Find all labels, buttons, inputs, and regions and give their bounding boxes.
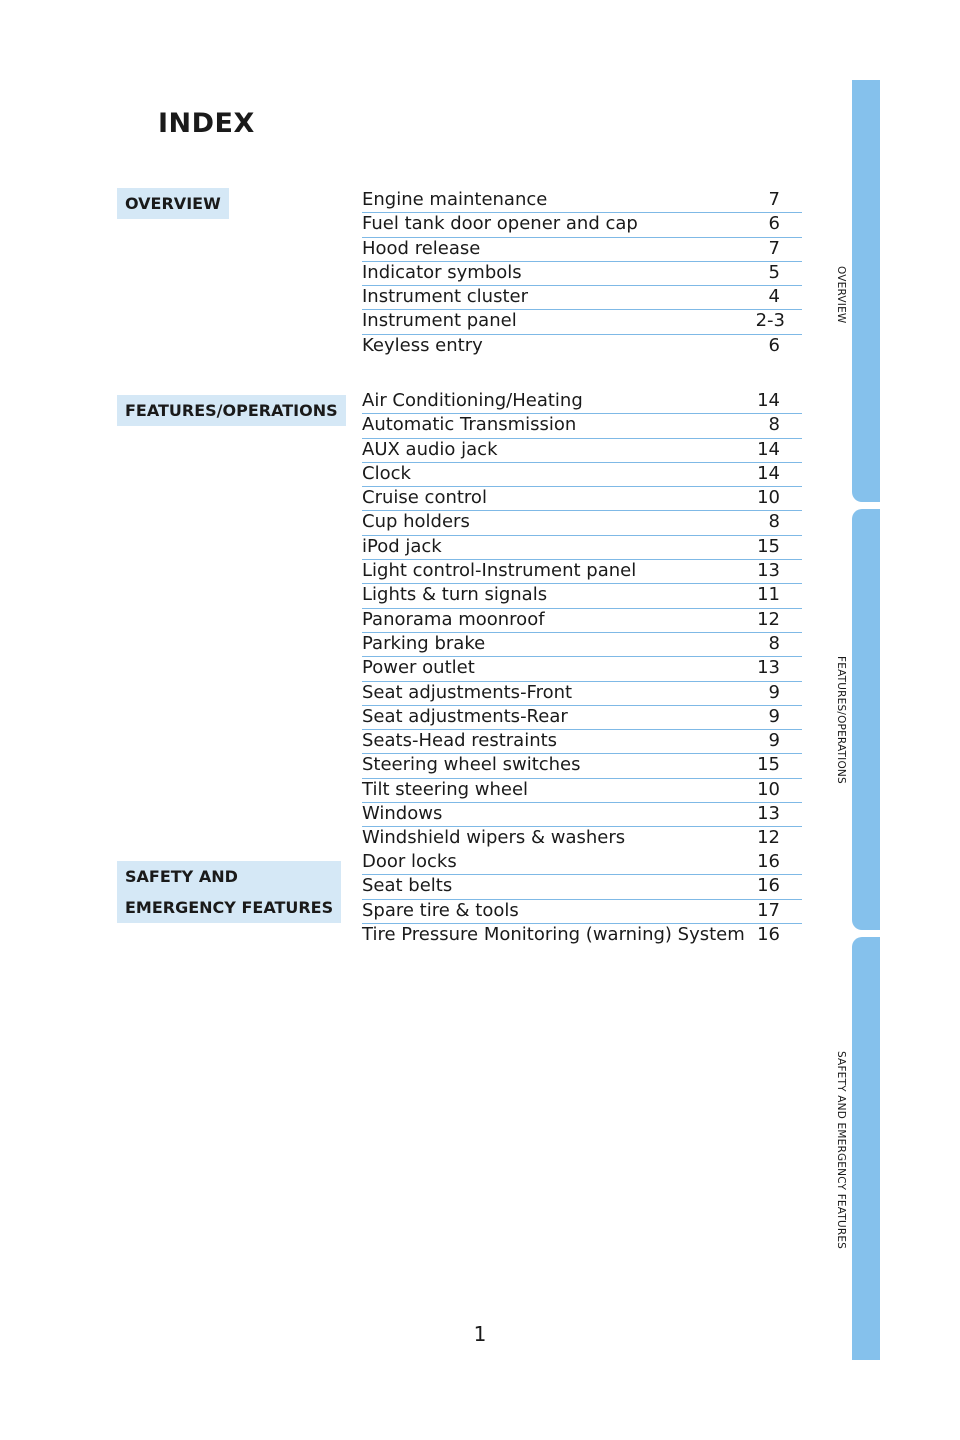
side-tab-safety[interactable] [852,937,880,1360]
entry-title: AUX audio jack [362,438,498,460]
entry-title: Seat adjustments-Rear [362,705,568,727]
index-entry[interactable] [362,414,802,438]
entry-page: 7 [768,189,780,210]
entry-title: Tilt steering wheel [362,778,529,800]
entry-title: Steering wheel switches [362,754,581,776]
side-label-overview [833,255,849,335]
entry-title: Seats-Head restraints [362,730,558,752]
entry-title: Instrument panel [362,310,517,332]
index-entry[interactable] [362,682,802,706]
entry-page: 15 [757,535,780,557]
index-entry[interactable] [362,827,802,850]
section-label-features [117,395,346,426]
entry-page: 13 [757,657,780,679]
side-label-safety [833,1035,849,1265]
section-entries-overview [362,189,802,358]
page-number: 1 [473,1322,487,1346]
side-label-text: FEATURES/OPERATIONS [835,656,847,784]
entry-title: Windshield wipers & washers [362,827,626,849]
index-entry[interactable] [362,487,802,511]
entry-title: Indicator symbols [362,261,522,283]
entry-title: Door locks [362,851,457,872]
index-entry[interactable] [362,463,802,487]
section-label-line: EMERGENCY FEATURES [125,898,334,917]
entry-page: 16 [757,851,780,872]
entry-title: Air Conditioning/Heating [362,390,583,411]
index-entry[interactable] [362,310,802,334]
entry-page: 4 [768,286,780,308]
entry-title: iPod jack [362,535,442,557]
side-label-features [833,645,849,795]
entry-page: 14 [757,390,780,411]
entry-title: Fuel tank door opener and cap [362,213,638,235]
index-entry[interactable] [362,286,802,310]
index-entry[interactable] [362,189,802,213]
index-entry[interactable] [362,851,802,875]
entry-title: Clock [362,462,411,484]
entry-page: 8 [768,414,780,436]
entry-title: Cup holders [362,511,470,533]
entry-page: 11 [757,584,780,606]
entry-page: 7 [768,237,780,259]
entry-page: 16 [757,923,780,945]
entry-page: 10 [757,778,780,800]
index-entry[interactable] [362,924,802,947]
entry-page: 9 [768,705,780,727]
entry-page: 12 [757,827,780,849]
entry-title: Seat adjustments-Front [362,681,573,703]
index-entry[interactable] [362,875,802,899]
entry-title: Parking brake [362,632,486,654]
section-entries-features [362,390,802,851]
entry-title: Keyless entry [362,334,483,356]
entry-page: 15 [757,754,780,776]
index-entry[interactable] [362,511,802,535]
entry-title: Spare tire & tools [362,899,519,921]
entry-page: 5 [768,261,780,283]
entry-title: Hood release [362,237,481,259]
side-label-text: OVERVIEW [835,266,847,324]
index-entry[interactable] [362,213,802,237]
index-entry[interactable] [362,335,802,358]
entry-page: 17 [757,899,780,921]
entry-title: Panorama moonroof [362,608,545,630]
entry-page: 9 [768,730,780,752]
index-entry[interactable] [362,730,802,754]
entry-page: 14 [757,438,780,460]
index-entry[interactable] [362,560,802,584]
entry-title: Cruise control [362,487,487,509]
entry-page: 10 [757,487,780,509]
index-entry[interactable] [362,633,802,657]
entry-title: Power outlet [362,657,475,679]
entry-page: 6 [768,334,780,356]
index-entry[interactable] [362,706,802,730]
entry-page: 13 [757,560,780,582]
side-tab-overview[interactable] [852,80,880,502]
section-entries-safety [362,851,802,947]
entry-page: 13 [757,803,780,825]
entry-page: 14 [757,462,780,484]
entry-title: Light control-Instrument panel [362,560,637,582]
section-label-safety [117,861,341,923]
index-entry[interactable] [362,584,802,608]
section-label-overview [117,188,229,219]
entry-page: 2-3 [755,310,785,332]
section-label-line: SAFETY AND [125,867,238,886]
index-entry[interactable] [362,238,802,262]
entry-title: Seat belts [362,875,453,897]
entry-page: 12 [757,608,780,630]
index-entry[interactable] [362,754,802,778]
section-label-line: OVERVIEW [125,194,221,213]
index-entry[interactable] [362,779,802,803]
index-entry[interactable] [362,536,802,560]
index-entry[interactable] [362,803,802,827]
entry-title: Lights & turn signals [362,584,548,606]
index-entry[interactable] [362,439,802,463]
entry-title: Automatic Transmission [362,414,577,436]
entry-title: Engine maintenance [362,189,548,210]
entry-title: Tire Pressure Monitoring (warning) System [362,923,745,945]
entry-page: 6 [768,213,780,235]
index-entry[interactable] [362,657,802,681]
page-title: INDEX [158,108,255,139]
entry-page: 8 [768,511,780,533]
entry-title: Windows [362,803,443,825]
index-entry[interactable] [362,900,802,924]
entry-page: 8 [768,632,780,654]
side-label-text: SAFETY AND EMERGENCY FEATURES [835,1050,847,1250]
index-entry[interactable] [362,609,802,633]
entry-title: Instrument cluster [362,286,528,308]
index-entry[interactable] [362,390,802,414]
section-label-line: FEATURES/OPERATIONS [125,401,338,420]
entry-page: 16 [757,875,780,897]
side-tab-features[interactable] [852,509,880,930]
index-entry[interactable] [362,262,802,286]
entry-page: 9 [768,681,780,703]
